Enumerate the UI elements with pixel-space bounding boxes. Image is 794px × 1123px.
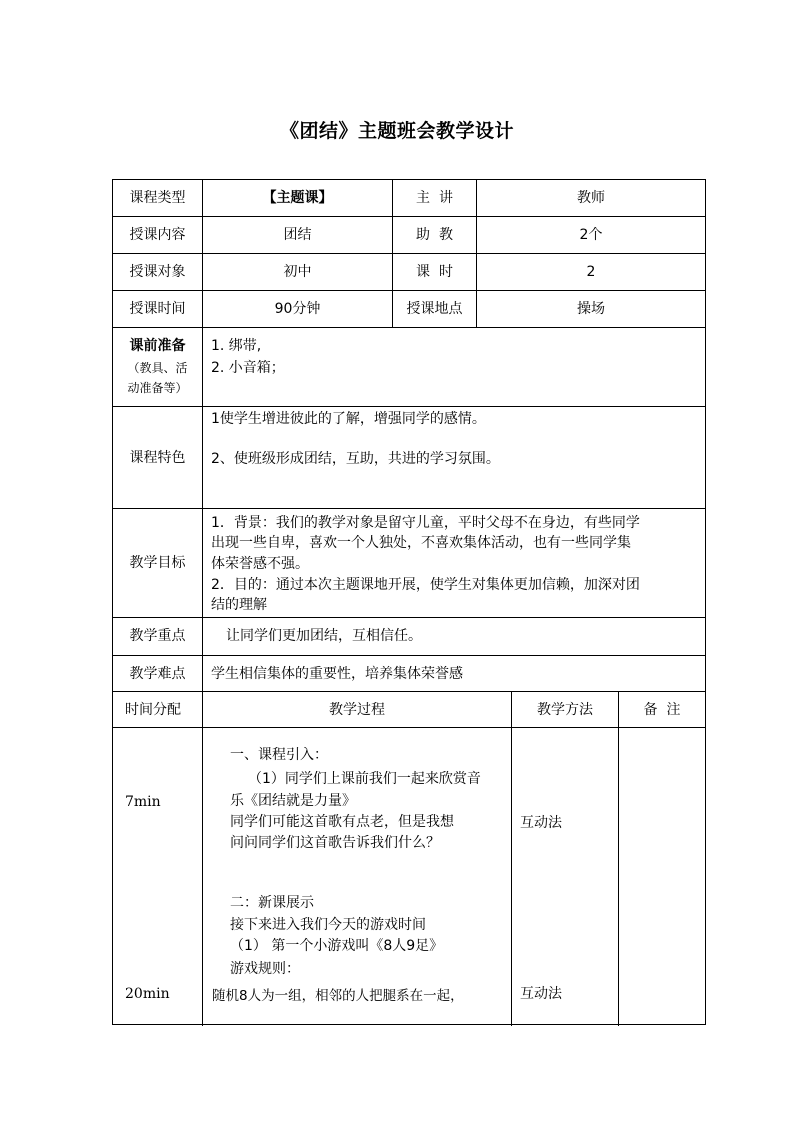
- process-line: 乐《团结就是力量》: [230, 793, 356, 809]
- process-line: （1）同学们上课前我们一起来欣赏音: [248, 771, 481, 787]
- process-line: 随机8人为一组，相邻的人把腿系在一起，: [212, 988, 464, 1004]
- assistant-value: 2个: [579, 227, 603, 243]
- place-value: 操场: [577, 301, 605, 317]
- features-label: 课程特色: [129, 450, 186, 466]
- schedule-time-2: 20min: [125, 986, 170, 1002]
- difficulty-text: 学生相信集体的重要性，培养集体荣誉感: [211, 666, 463, 682]
- time-label: 授课时间: [129, 301, 186, 317]
- process-line: 二：新课展示: [230, 895, 314, 911]
- assistant-label: 助 教: [416, 227, 453, 243]
- course-type-value: 【主题课】: [262, 190, 333, 206]
- prep-sublabel: 动准备等）: [127, 381, 188, 395]
- hours-value: 2: [586, 264, 596, 280]
- features-line: 2、使班级形成团结，互助，共进的学习氛围。: [211, 451, 500, 467]
- process-line: 问问同学们这首歌告诉我们什么？: [230, 835, 440, 851]
- process-line: 接下来进入我们今天的游戏时间: [230, 917, 426, 933]
- prep-label: 课前准备: [129, 338, 186, 354]
- features-line: 1使学生增进彼此的了解，增强同学的感情。: [211, 411, 486, 427]
- prep-item: 2. 小音箱；: [211, 360, 285, 376]
- course-type-label: 课程类型: [129, 190, 186, 206]
- time-value: 90分钟: [274, 301, 321, 317]
- goals-label: 教学目标: [129, 555, 186, 571]
- process-line: （1） 第一个小游戏叫《8人9足》: [230, 938, 444, 954]
- goals-line: 出现一些自卑，喜欢一个人独处，不喜欢集体活动，也有一些同学集: [211, 535, 631, 551]
- schedule-method-2: 互动法: [520, 986, 562, 1002]
- audience-value: 初中: [283, 264, 312, 280]
- schedule-header-process: 教学过程: [329, 702, 385, 718]
- lesson-plan-table: [112, 179, 706, 1025]
- schedule-method-1: 互动法: [520, 815, 562, 831]
- process-line: 一、课程引入：: [230, 747, 328, 763]
- prep-item: 1. 绑带,: [211, 338, 262, 354]
- process-line: 游戏规则：: [230, 961, 300, 977]
- page-title: 《团结》主题班会教学设计: [279, 120, 514, 142]
- goals-line: 2．目的：通过本次主题课地开展，使学生对集体更加信赖，加深对团: [211, 577, 640, 593]
- difficulty-label: 教学难点: [129, 666, 186, 682]
- schedule-time-1: 7min: [125, 794, 161, 810]
- goals-line: 1．背景：我们的教学对象是留守儿童，平时父母不在身边，有些同学: [211, 515, 640, 531]
- key-point-label: 教学重点: [129, 628, 186, 644]
- key-point-text: 让同学们更加团结，互相信任。: [226, 628, 422, 644]
- goals-line: 体荣誉感不强。: [211, 556, 309, 572]
- prep-sublabel: （教具、活: [127, 361, 188, 375]
- audience-label: 授课对象: [129, 264, 186, 280]
- hours-label: 课 时: [416, 264, 453, 280]
- content-value: 团结: [283, 227, 312, 243]
- column-divider: [511, 691, 512, 1026]
- column-divider: [618, 691, 619, 1026]
- schedule-header-time: 时间分配: [125, 702, 181, 718]
- process-line: 同学们可能这首歌有点老，但是我想: [230, 814, 454, 830]
- schedule-header-method: 教学方法: [537, 702, 593, 718]
- goals-line: 结的理解: [211, 597, 267, 613]
- place-label: 授课地点: [406, 301, 463, 317]
- content-label: 授课内容: [129, 227, 186, 243]
- lecturer-label: 主 讲: [416, 190, 453, 206]
- lecturer-value: 教师: [577, 190, 605, 206]
- schedule-header-notes: 备 注: [643, 702, 681, 718]
